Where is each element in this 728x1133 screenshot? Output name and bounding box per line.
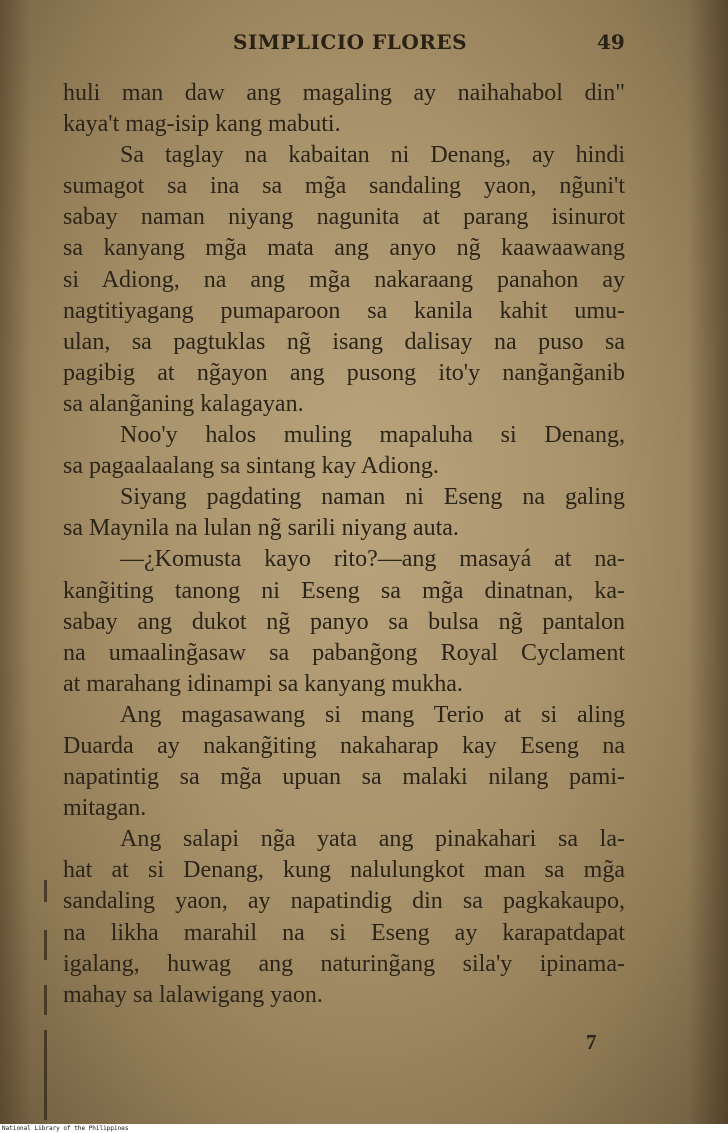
text-line: Ang salapi ng̃a yata ang pinakahari sa la-	[120, 826, 625, 853]
text-line: huli man daw ang magaling ay naihahabol din"	[63, 80, 625, 106]
signature-mark: 7	[586, 1030, 597, 1054]
text-line: si Adiong, na ang mg̃a nakaraang panahon ay	[63, 266, 625, 293]
text-line: pagibig at ng̃ayon ang pusong ito'y nang̃ang̃anib	[63, 359, 625, 386]
text-line: at marahang idinampi sa kanyang mukha.	[63, 670, 463, 697]
text-line: sa pagaalaalang sa sintang kay Adiong.	[63, 453, 439, 480]
text-line: kaya't mag-isip kang mabuti.	[63, 111, 341, 138]
text-line: sa kanyang mg̃a mata ang anyo ng̃ kaawaawang	[63, 235, 625, 262]
text-line: nagtitiyagang pumaparoon sa kanila kahit umu-	[63, 297, 625, 324]
text-line: Siyang pagdating naman ni Eseng na galing	[120, 484, 625, 511]
text-line: sa alang̃aning kalagayan.	[63, 390, 304, 417]
margin-bracket	[44, 985, 47, 1015]
text-line: na likha marahil na si Eseng ay karapatdapat	[63, 919, 625, 946]
text-line: sandaling yaon, ay napatindig din sa pagkakaupo,	[63, 888, 625, 915]
text-line: napatintig sa mg̃a upuan sa malaki nilang pami-	[63, 764, 625, 791]
body-text	[63, 78, 625, 1011]
text-line: sa Maynila na lulan ng̃ sarili niyang auta.	[63, 515, 459, 542]
text-line: sumagot sa ina sa mg̃a sandaling yaon, ng̃uni't	[63, 173, 625, 200]
text-line: hat at si Denang, kung nalulungkot man sa mg̃a	[63, 857, 625, 884]
text-line: sabay ang dukot ng̃ panyo sa bulsa ng̃ pantalon	[63, 608, 625, 635]
page-number: 49	[597, 30, 625, 54]
margin-bracket	[44, 1030, 47, 1120]
text-line: na umaaling̃asaw sa pabang̃ong Royal Cyclament	[63, 639, 625, 666]
text-line: mahay sa lalawigang yaon.	[63, 981, 323, 1008]
text-line: mitagan.	[63, 795, 147, 822]
text-line: igalang, huwag ang naturing̃ang sila'y ipinama-	[63, 950, 625, 977]
text-line: Duarda ay nakang̃iting nakaharap kay Eseng na	[63, 732, 625, 759]
text-line: Noo'y halos muling mapaluha si Denang,	[120, 422, 625, 449]
library-credit: National Library of the Philippines	[2, 1125, 129, 1132]
text-line: ulan, sa pagtuklas ng̃ isang dalisay na puso sa	[63, 328, 625, 355]
text-line: sabay naman niyang nagunita at parang isinurot	[63, 204, 625, 231]
text-line: Ang magasawang si mang Terio at si aling	[120, 701, 625, 728]
margin-bracket	[44, 880, 47, 902]
text-line: Sa taglay na kabaitan ni Denang, ay hindi	[120, 142, 625, 169]
running-title: SIMPLICIO FLORES	[233, 30, 468, 54]
text-line: —¿Komusta kayo rito?—ang masayá at na-	[120, 546, 625, 573]
text-line: kang̃iting tanong ni Eseng sa mg̃a dinatnan, ka-	[63, 577, 625, 604]
margin-bracket	[44, 930, 47, 960]
